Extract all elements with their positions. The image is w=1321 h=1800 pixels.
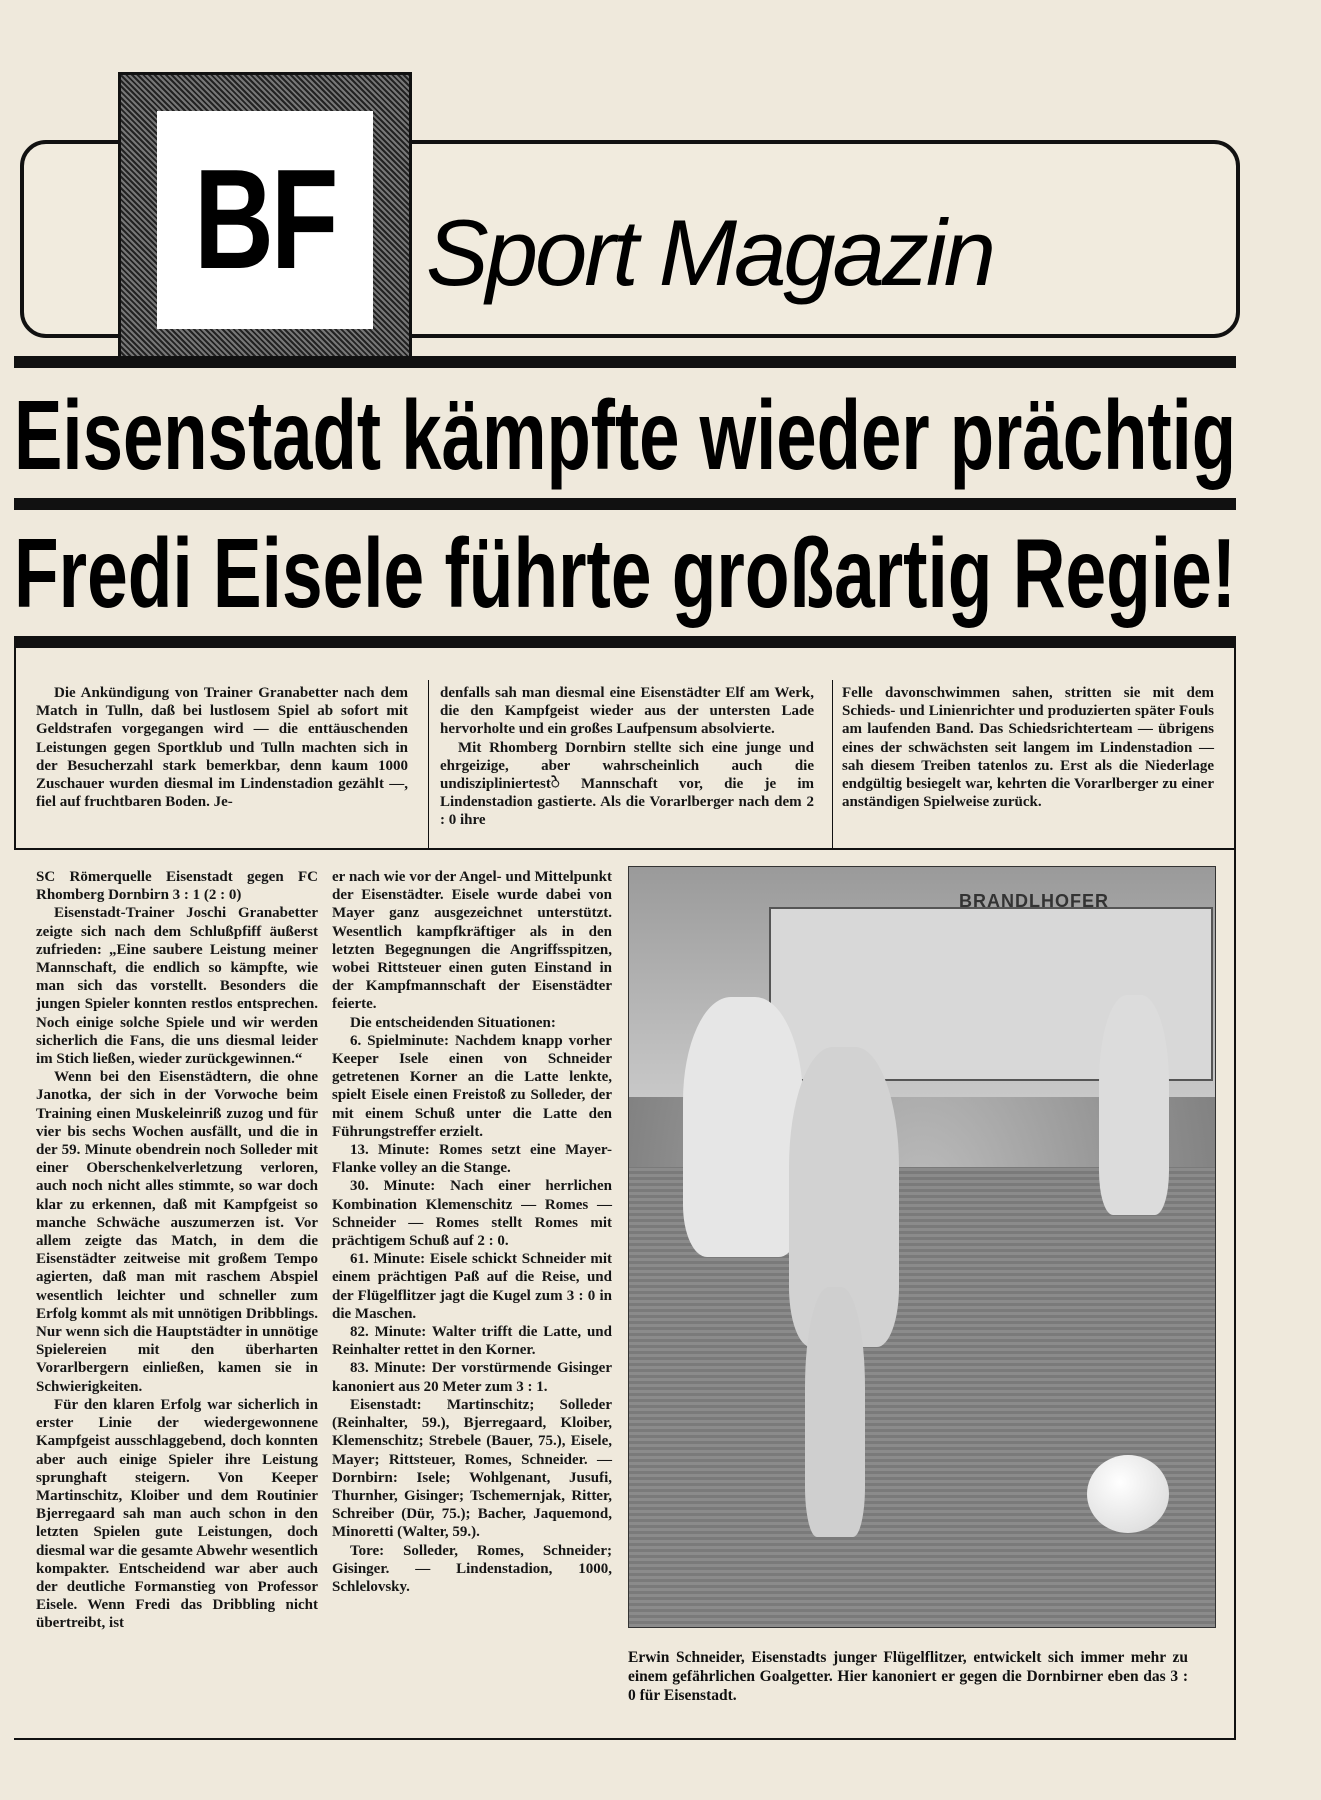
body-paragraph: Die entscheidenden Situationen: bbox=[350, 1014, 556, 1031]
lineup: Eisenstadt: Martinschitz; Solleder (Reinhalter, 59.), Bjerregaard, Kloiber, Klemenschitz; Strebele (Bauer, 75.), Eisele, Mayer; Rittsteuer, Romes, Schneider. — Dornbirn: Isele; Wohlgenant, Jusufi, Thurnher, Gisinger; Tschemernjak, Ritter, Schreiber (Dür, 75.); Bacher, Jaquemond, Minoretti (Walter, 59.). bbox=[332, 1396, 612, 1541]
event-item bbox=[332, 1250, 612, 1323]
event-minute: 82. Minute: bbox=[350, 1324, 427, 1341]
event-minute: 13. Minute: bbox=[350, 1142, 430, 1159]
lead-paragraph: Die Ankündigung von Trainer Granabetter nach dem Match in Tulln, daß bei lustlosem Spiel ab sofort mit Geldstrafen vorgegangen wird — die enttäuschenden Leistungen gegen Sportklub und Tulln machten sich in der Besucherzahl stark bemerkbar, denn kaum 1000 Zuschauer wurden diesmal im Lindenstadion gezählt —, fiel auf fruchtbaren Boden. Je- bbox=[36, 685, 408, 811]
match-photo bbox=[628, 866, 1216, 1628]
event-item bbox=[332, 1177, 612, 1250]
player-figure bbox=[1099, 995, 1169, 1215]
frame-line bbox=[1234, 648, 1236, 1740]
body-paragraph: Eisenstadt-Trainer Joschi Granabetter zeigte sich nach dem Schlußpfiff äußerst zufrieden: „Eine saubere Leistung meiner Mannschaft, die endlich so kämpfte, wie man sich das vorstellt. Besonders die jungen Spieler konnten restlos entsprechen. Noch einige solche Spiele und wir werden sicherlich die Fans, die uns diesmal leider im Stich ließen, wieder zurückgewinnen.“ bbox=[36, 905, 318, 1068]
logo bbox=[118, 72, 412, 368]
column-divider bbox=[428, 680, 429, 848]
logo-text: BF bbox=[194, 140, 336, 299]
lead-column-2 bbox=[440, 684, 814, 830]
lead-paragraph: denfalls sah man diesmal eine Eisenstädter Elf am Werk, die den Kampfgeist wieder aus der untersten Lade hervorholte und ein großes Laufpensum absolvierte. bbox=[440, 685, 814, 738]
event-item bbox=[332, 1359, 612, 1395]
headline-secondary: Fredi Eisele führte großartig Regie! bbox=[14, 518, 1237, 628]
frame-line bbox=[14, 848, 1236, 850]
event-text: Der vorstürmende Gisinger kanoniert aus 20 Meter zum 3 : 1. bbox=[332, 1360, 612, 1395]
body-column-1 bbox=[36, 868, 318, 1633]
frame-line bbox=[14, 1738, 1236, 1740]
goals-info: Tore: Solleder, Romes, Schneider; Gisinger. — Lindenstadion, 1000, Schlelovsky. bbox=[332, 1542, 612, 1595]
event-item bbox=[332, 1141, 612, 1177]
photo-caption: Erwin Schneider, Eisenstadts junger Flügelflitzer, entwickelt sich immer mehr zu einem gefährlichen Goalgetter. Hier kanoniert er gegen die Dornbirner eben das 3 : 0 für Eisenstadt. bbox=[628, 1649, 1188, 1704]
body-paragraph: Für den klaren Erfolg war sicherlich in erster Linie der wiedergewonnene Kampfgeist ausschlaggebend, doch konnten aber auch einige Spieler ihre Leistung sprunghaft steigern. Von Keeper Martinschitz, Kloiber und dem Routinier Bjerregaard sah man auch schon in den letzten Spielen gute Leistungen, doch diesmal war die gesamte Abwehr wesentlich kompakter. Entscheidend war aber auch der deutliche Formanstieg von Professor Eisele. Wenn Fredi das Dribbling nicht übertreibt, ist bbox=[36, 1396, 318, 1632]
event-minute: 30. Minute: bbox=[350, 1178, 436, 1195]
football bbox=[1087, 1455, 1169, 1533]
rule bbox=[14, 356, 1236, 368]
event-text: Nach einer herrlichen Kombination Klemenschitz — Romes — Schneider — Romes stellt Romes mit prächtigem Schuß auf 2 : 0. bbox=[332, 1178, 612, 1250]
rule bbox=[14, 636, 1236, 648]
event-item bbox=[332, 1032, 612, 1141]
rule bbox=[14, 498, 1236, 510]
match-heading: SC Römerquelle Eisenstadt gegen FC Rhomberg Dornbirn 3 : 1 (2 : 0) bbox=[36, 869, 318, 904]
event-text: Eisele schickt Schneider mit einem prächtigen Paß auf die Reise, und der Flügelflitzer jagt die Kugel zum 3 : 0 in die Maschen. bbox=[332, 1251, 612, 1322]
body-paragraph: Wenn bei den Eisenstädtern, die ohne Janotka, der sich in der Vorwoche beim Training einen Muskeleinriß zuzog und für vier bis sechs Wochen ausfällt, und die in der 59. Minute obendrein noch Solleder mit einer Oberschenkelverletzung verloren, auch noch nicht alles stimmte, so war doch klar zu erkennen, daß mit Kampfgeist so manche Schwäche auszumerzen ist. Vor allem zeigte das Match, in dem die Eisenstädter zeitweise mit großem Tempo agierten, daß man mit raschem Abspiel wesentlich leichter und schneller zum Erfolg kommt als mit unnötigen Dribblings. Nur wenn sich die Hauptstädter in unnötige Spielereien mit den überharten Vorarlbergern einließen, kamen sie in Schwierigkeiten. bbox=[36, 1069, 318, 1395]
lead-paragraph: Mit Rhomberg Dornbirn stellte sich eine junge und ehrgeizige, aber wahrscheinlich auch die undiszipliniertestे Mannschaft vor, die je im Lindenstadion gastierte. Als die Vorarlberger nach dem 2 : 0 ihre bbox=[440, 739, 814, 829]
headline-primary: Eisenstadt kämpfte wieder prächtig bbox=[14, 380, 1237, 490]
event-minute: 6. Spielminute: bbox=[350, 1032, 449, 1049]
event-text: Romes setzt eine Mayer-Flanke volley an die Stange. bbox=[332, 1142, 612, 1177]
lead-column-1 bbox=[36, 684, 408, 811]
player-figure bbox=[683, 997, 803, 1257]
board-text: BRANDLHOFER bbox=[959, 891, 1109, 911]
event-minute: 83. Minute: bbox=[350, 1360, 427, 1377]
player-legs bbox=[805, 1287, 865, 1537]
lead-column-3 bbox=[842, 684, 1214, 811]
event-item bbox=[332, 1323, 612, 1359]
event-text: Nachdem knapp vorher Keeper Isele einen von Schneider getretenen Korner an die Latte lenkte, spielt Eisele einen Freistoß zu Solleder, der mit einem Schuß unter die Latte den Führungstreffer erzielt. bbox=[332, 1032, 612, 1140]
body-paragraph: er nach wie vor der Angel- und Mittelpunkt der Eisenstädter. Eisele wurde dabei von Mayer ganz ausgezeichnet unterstützt. Wesentlich kampfkräftiger als in den letzten Begegnungen die Angriffsspitzen, wobei Rittsteuer einen guten Einstand in der Kampfmannschaft der Eisenstädter feierte. bbox=[332, 869, 612, 1013]
lead-paragraph: Felle davonschwimmen sahen, stritten sie mit dem Schieds- und Linienrichter und produzierten später Fouls am laufenden Band. Das Schiedsrichterteam — übrigens eines der schwächsten seit langem im Lindenstadion — sah diesem Treiben tatenlos zu. Erst als die Niederlage endgültig besiegelt war, kehrten die Vorarlberger zu einer anständigen Spielweise zurück. bbox=[842, 685, 1214, 811]
column-divider bbox=[832, 680, 833, 848]
event-text: Walter trifft die Latte, und Reinhalter rettet in den Korner. bbox=[332, 1324, 612, 1359]
event-minute: 61. Minute: bbox=[350, 1251, 426, 1268]
body-column-2 bbox=[332, 868, 612, 1596]
frame-line bbox=[14, 648, 16, 848]
magazine-title: Sport Magazin bbox=[426, 200, 994, 305]
